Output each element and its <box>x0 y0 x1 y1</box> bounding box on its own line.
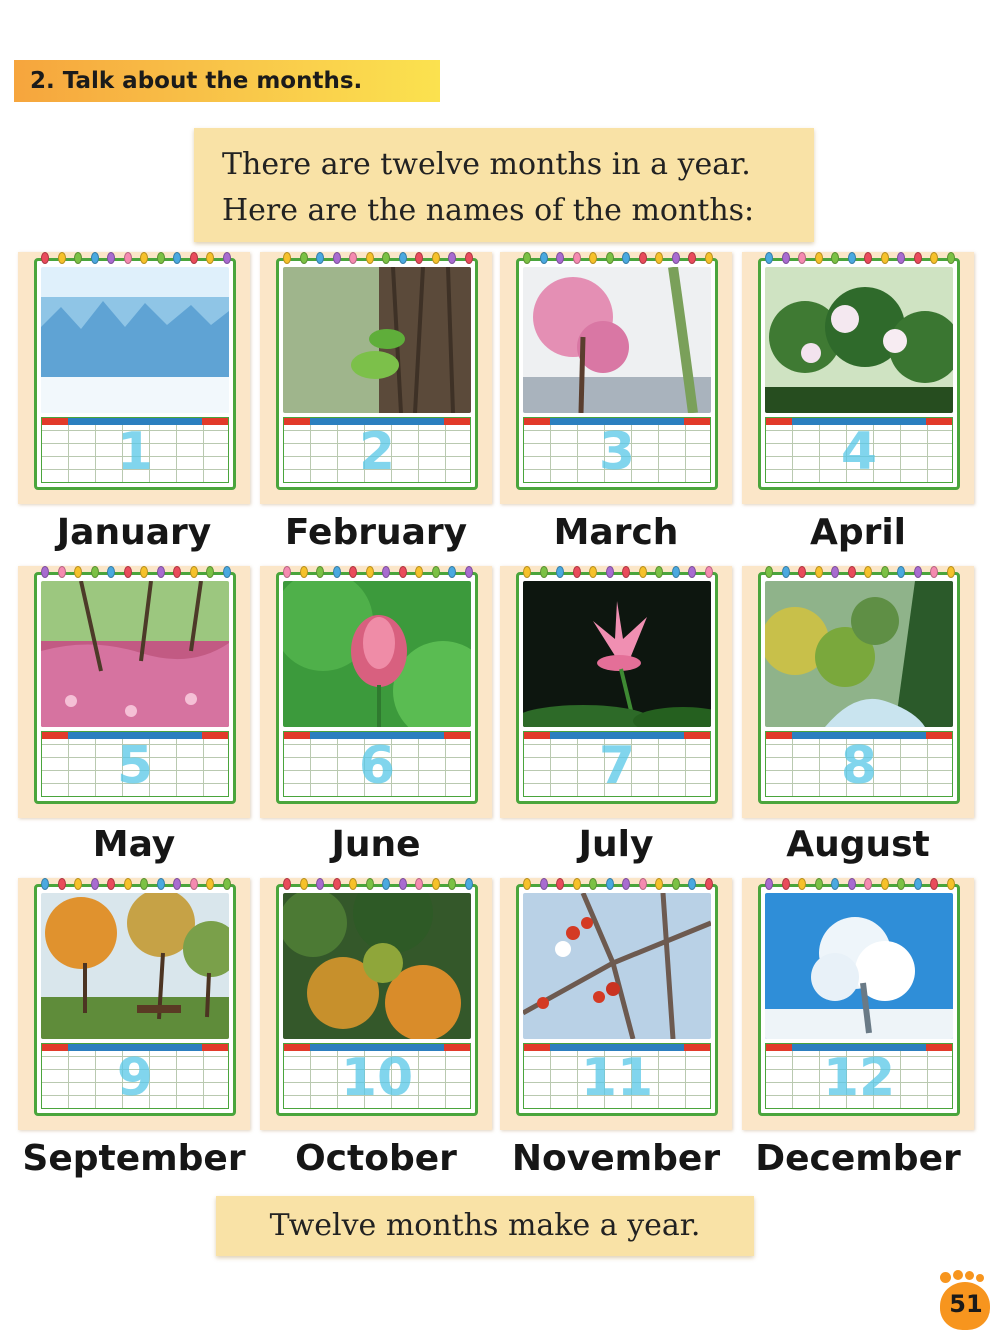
calendar-frame <box>34 884 236 1116</box>
calendar-frame <box>758 258 960 490</box>
calendar-frame <box>276 884 478 1116</box>
month-photo-flowering-trees <box>765 267 953 413</box>
calendar-frame <box>516 258 718 490</box>
month-number: 8 <box>840 736 878 796</box>
binding-rings <box>523 878 713 892</box>
calendar-frame <box>758 572 960 804</box>
intro-line-2: Here are the names of the months: <box>222 193 755 228</box>
month-photo-lotus-bud <box>283 581 471 727</box>
intro-line-1: There are twelve months in a year. <box>222 147 751 182</box>
month-photo-berry-branches <box>523 893 711 1039</box>
page-number-badge <box>936 1270 994 1330</box>
month-number: 9 <box>116 1048 154 1108</box>
binding-rings <box>283 566 473 580</box>
month-name-february: February <box>284 512 468 553</box>
month-photo-autumn-forest <box>283 893 471 1039</box>
month-number: 5 <box>116 736 154 796</box>
month-photo-forest-stream <box>765 581 953 727</box>
month-name-march: March <box>553 512 679 553</box>
date-grid <box>283 1043 471 1109</box>
binding-rings <box>283 878 473 892</box>
month-name-august: August <box>786 824 930 865</box>
intro-panel <box>194 128 814 242</box>
month-number: 4 <box>840 422 878 482</box>
binding-rings <box>523 252 713 266</box>
calendar-frame <box>276 258 478 490</box>
date-grid <box>41 417 229 483</box>
calendar-page-may <box>18 566 250 818</box>
calendar-frame <box>758 884 960 1116</box>
date-grid <box>41 731 229 797</box>
month-number: 7 <box>598 736 636 796</box>
month-number: 6 <box>358 736 396 796</box>
calendar-frame <box>34 572 236 804</box>
binding-rings <box>41 878 231 892</box>
binding-rings <box>523 566 713 580</box>
month-name-july: July <box>578 824 654 865</box>
binding-rings <box>765 566 955 580</box>
calendar-page-august <box>742 566 974 818</box>
month-name-june: June <box>331 824 421 865</box>
page-number: 51 <box>949 1290 983 1318</box>
month-number: 11 <box>580 1048 654 1108</box>
calendar-page-july <box>500 566 732 818</box>
month-photo-snowy-forest <box>41 267 229 413</box>
date-grid <box>283 417 471 483</box>
section-heading: 2. Talk about the months. <box>14 60 440 102</box>
calendar-frame <box>516 884 718 1116</box>
calendar-page-january <box>18 252 250 504</box>
closing-panel: Twelve months make a year. <box>216 1196 754 1256</box>
date-grid <box>523 417 711 483</box>
month-name-october: October <box>295 1138 457 1179</box>
month-name-november: November <box>511 1138 721 1179</box>
binding-rings <box>283 252 473 266</box>
date-grid <box>765 417 953 483</box>
month-name-january: January <box>56 512 212 553</box>
calendar-frame <box>34 258 236 490</box>
binding-rings <box>765 252 955 266</box>
date-grid <box>765 731 953 797</box>
month-photo-tree-sprout <box>283 267 471 413</box>
month-photo-frosted-tree <box>765 893 953 1039</box>
calendar-page-september <box>18 878 250 1130</box>
binding-rings <box>765 878 955 892</box>
binding-rings <box>41 252 231 266</box>
date-grid <box>41 1043 229 1109</box>
month-number: 10 <box>340 1048 414 1108</box>
date-grid <box>283 731 471 797</box>
calendar-page-february <box>260 252 492 504</box>
binding-rings <box>41 566 231 580</box>
date-grid <box>765 1043 953 1109</box>
month-photo-flower-garden <box>41 581 229 727</box>
month-number: 1 <box>116 422 154 482</box>
calendar-frame <box>516 572 718 804</box>
month-number: 2 <box>358 422 396 482</box>
calendar-page-november <box>500 878 732 1130</box>
month-number: 3 <box>598 422 636 482</box>
calendar-page-june <box>260 566 492 818</box>
month-name-may: May <box>92 824 176 865</box>
month-photo-blossom-tree <box>523 267 711 413</box>
calendar-page-march <box>500 252 732 504</box>
month-photo-autumn-park <box>41 893 229 1039</box>
date-grid <box>523 731 711 797</box>
calendar-frame <box>276 572 478 804</box>
calendar-page-october <box>260 878 492 1130</box>
month-photo-lotus-flower <box>523 581 711 727</box>
month-name-december: December <box>755 1138 961 1179</box>
calendar-page-december <box>742 878 974 1130</box>
month-name-april: April <box>809 512 907 553</box>
month-number: 12 <box>822 1048 896 1108</box>
month-name-september: September <box>22 1138 246 1179</box>
calendar-page-april <box>742 252 974 504</box>
date-grid <box>523 1043 711 1109</box>
